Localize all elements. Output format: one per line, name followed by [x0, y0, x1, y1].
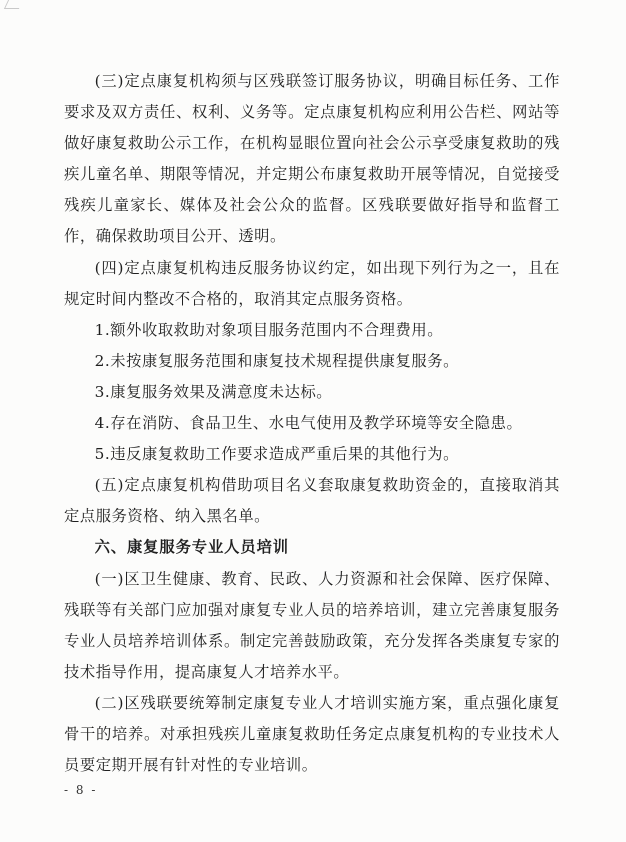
section-paragraph-two: (二)区残联要统筹制定康复专业人才培训实施方案，重点强化康复骨干的培养。对承担残疾儿童康复救助任务定点康复机构的专业技术人员要定期开展有针对性的专业培训。 — [64, 693, 560, 775]
document-body — [64, 66, 560, 781]
list-item-5: 5.违反康复救助工作要求造成严重后果的其他行为。 — [94, 445, 459, 464]
paragraph-five: (五)定点康复机构借助项目名义套取康复救助资金的，直接取消其定点服务资格、纳入黑名单。 — [64, 476, 560, 526]
list-item-2: 2.未按康复服务范围和康复技术规程提供康复服务。 — [94, 351, 459, 370]
list-item-4: 4.存在消防、食品卫生、水电气使用及教学环境等安全隐患。 — [94, 414, 523, 433]
section-heading: 六、康复服务专业人员培训 — [94, 538, 289, 557]
paragraph-four: (四)定点康复机构违反服务协议约定，如出现下列行为之一，且在规定时间内整改不合格的，取消其定点服务资格。 — [64, 258, 560, 308]
list-item-1: 1.额外收取救助对象项目服务范围内不合理费用。 — [94, 320, 444, 339]
section-paragraph-one: (一)区卫生健康、教育、民政、人力资源和社会保障、医疗保障、残联等有关部门应加强对康复专业人员的培养培训，建立完善康复服务专业人员培养培训体系。制定完善鼓励政策，充分发挥各类康复专家的技术指导作用，提高康复人才培养水平。 — [64, 569, 560, 681]
paragraph-three: (三)定点康复机构须与区残联签订服务协议，明确目标任务、工作要求及双方责任、权利、义务等。定点康复机构应利用公告栏、网站等做好康复救助公示工作，在机构显眼位置向社会公示享受康复救助的残疾儿童名单、期限等情况，并定期公布康复救助开展等情况，自觉接受残疾儿童家长、媒体及社会公众的监督。区残联要做好指导和监督工作，确保救助项目公开、透明。 — [64, 72, 560, 246]
list-item-3: 3.康复服务效果及满意度未达标。 — [94, 382, 333, 401]
scan-corner-mark — [4, 0, 23, 9]
page-number: - 8 - — [64, 783, 98, 797]
